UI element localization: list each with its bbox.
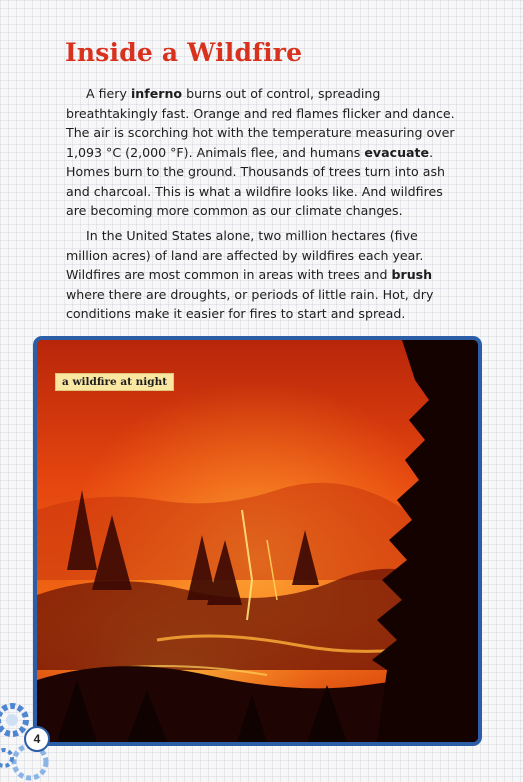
page-title: Inside a Wildfire [65, 38, 303, 67]
term-brush: brush [391, 267, 433, 282]
wildfire-photo [33, 336, 482, 746]
p1-text-1: A fiery [86, 86, 131, 101]
p2-text-2: where there are droughts, or periods of little rain. Hot, dry conditions make it easier for fires to start and spread. [66, 286, 434, 321]
term-inferno: inferno [130, 86, 183, 101]
term-evacuate: evacuate [364, 144, 430, 160]
p2-text-1: In the United States alone, two million hectares (five million acres) of land are affected by wildfires each year. Wildfires are most common in areas with trees and [66, 228, 424, 282]
photo-caption: a wildfire at night [55, 373, 174, 391]
p1-text-3: . Homes burn to the ground. Thousands of trees turn into ash and charcoal. This is what a wildfire looks like. And wildfires are becoming more common as our climate changes. [66, 144, 446, 218]
paragraph-1 [66, 84, 458, 221]
wildfire-night-illustration [37, 340, 478, 742]
paragraph-2 [66, 226, 458, 324]
p1-text-2: burns out of control, spreading breathtakingly fast. Orange and red flames flicker and dance. The air is scorching hot with the temperature measuring over 1,093 °C (2,000 °F). Animals flee, and humans [66, 86, 455, 160]
page-number-badge: 4 [24, 726, 50, 752]
